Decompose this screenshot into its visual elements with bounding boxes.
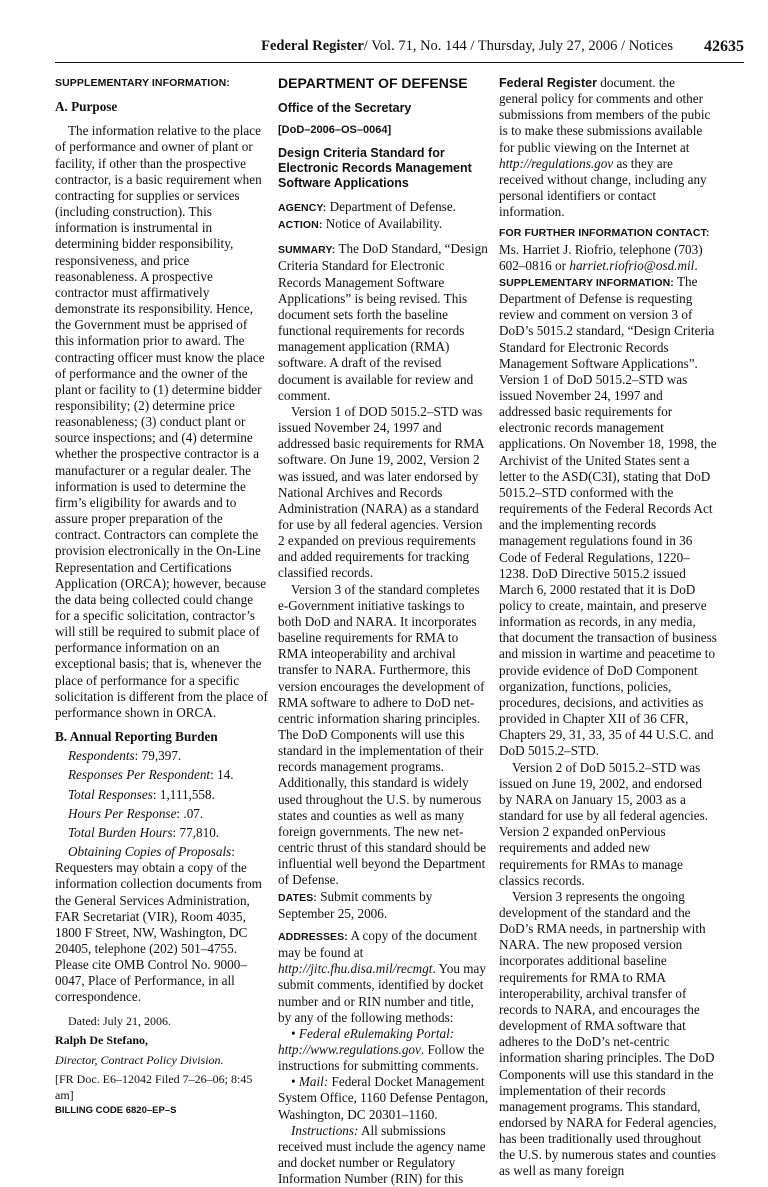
purpose-paragraph: The information relative to the place of performance and owner of plant or facility, if other than the prospective contractor, is a basic requirement when contracting for supplies or services (including construction). This information is instrumental in determining bidder responsibility, responsiveness, and price reasonableness. A prospective contractor must affirmatively demonstrate its responsibility. Hence, the Government must be apprised of this information prior to award. The contracting officer must know the place of performance and the owner of the plant or facility to (1) determine bidder responsibility; (2) determine price reasonableness; (3) conduct plant or source inspections; and (4) determine whether the prospective contractor is a manufacturer or a regular dealer. The information is used to determine the firm’s eligibility for awards and to assure proper preparation of the contract. Contractors can complete the provision electronically in the On-Line Representation and Certifications Application (ORCA); however, because the data being collected could change for a specific solicitation, contractor’s will still be required to submit place of performance information on an exceptional basis; that is, whenever the place of performance for a specific solicitation is different from the place of performance shown in ORCA. [55,123,268,720]
continued-paragraph: Federal Register document. the general policy for comments and other submissions from members of the pubic is to make these submissions available for public viewing on the Internet at http://regulations.gov as they are received without change, including any personal identifiers or contact information. [499,75,711,220]
contact-email-link[interactable]: harriet.riofrio@osd.mil [569,257,695,273]
stat-total-responses: Total Responses: 1,111,558. [68,786,215,802]
header-rule [55,62,744,63]
version3-summary-paragraph: Version 3 represents the ongoing development of the standard and the DoD’s RMA needs, in partnership with NARA. The new proposed version incorporates additional baseline requirements for RMA to RMA interoperability, archival transfer of records to NARA, and encourages the development of RMA software that adheres to the DoD’s net-centric information sharing principles. The DoD Components will use this standard in the implementation of their records management programs. This standard, endorsed by NARA for Federal agencies, has been traditionally used throughout the U.S. by numerous states and counties as well as many foreign [499,888,717,1179]
section-b-heading: B. Annual Reporting Burden [55,729,218,745]
section-a-heading: A. Purpose [55,99,118,115]
fr-doc-line: [FR Doc. E6–12042 Filed 7–26–06; 8:45 am] [55,1072,253,1102]
bullet-erulemaking: • Federal eRulemaking Portal: http://www.regulations.gov. Follow the instructions for submitting comments. [278,1025,485,1074]
version2-paragraph: Version 2 of DoD 5015.2–STD was issued on June 19, 2002, and endorsed by NARA on January 15, 2003 as a standard for use by all federal agencies. Version 2 expanded onPervious requirements and added new requirements for RMAs to manage classics records. [499,759,709,888]
stat-total-burden-hours: Total Burden Hours: 77,810. [68,824,220,840]
header-citation [261,38,673,55]
supp-info-paragraph: SUPPLEMENTARY INFORMATION: The Department of Defense is requesting review and comment on version 3 of DoD’s 5015.2 standard, “Design Criteria Standard for Electronic Records Management Software Applications”. Version 1 of DoD 5015.2–STD was issued November 24, 1997 and addressed basic requirements for electronic records management applications. On November 18, 1998, the Archivist of the United States sent a letter to the ASD(C3I), stating that DoD 5015.2–STD conformed with the requirements of the Federal Records Act and the implementing records management regulations found in 36 Code of Federal Regulations, 1220–1238. DoD Directive 5015.2 issued March 6, 2000 restated that it is DoD policy to create, maintain, and preserve information as records, in any media, that document the transaction of business and mission in wartime and peacetime to provide evidence of DoD Component organization, functions, policies, procedures, decisions, and activities as provided in Chapter XII of 36 CFR, Chapters 29, 31, 33, 35 of 44 U.S.C. and DoD 5015.2–STD. [499,273,717,759]
dated-line: Dated: July 21, 2006. [68,1013,171,1028]
addresses-url-link[interactable]: http://jitc.fhu.disa.mil/recmgt [278,961,433,977]
column-1 [55,75,268,1119]
column-2 [278,75,489,1187]
billing-code: BILLING CODE 6820–EP–S [55,1105,177,1117]
stat-hours-per-response: Hours Per Response: .07. [68,805,204,821]
action-line: ACTION: Notice of Availability. [278,216,443,232]
header-details: / Vol. 71, No. 144 / Thursday, July 27, 2006 / Notices [363,38,673,54]
stat-respondents: Respondents: 79,397. [68,748,182,764]
instructions-paragraph: Instructions: All submissions received must include the agency name and docket number or Regulatory Information Number (RIN) for this [278,1122,486,1187]
page-number: 42635 [704,38,744,55]
column-3 [499,75,717,1180]
addresses-paragraph: ADDRESSES: A copy of the document may be found at http://jitc.fhu.disa.mil/recmgt. You may submit comments, identified by docket number and or RIN number and title, by any of the following methods: [278,927,486,1025]
contact-paragraph: FOR FURTHER INFORMATION CONTACT: Ms. Harriet J. Riofrio, telephone (703) 602–0816 or harriet.riofrio@osd.mil. [499,227,710,273]
signer-name: Ralph De Stefano, [55,1033,149,1048]
agency-line: AGENCY: Department of Defense. [278,199,456,214]
obtaining-copies-paragraph: Obtaining Copies of Proposals: Requesters may obtain a copy of the information collection documents from the General Services Administration, FAR Secretariat (VIR), Room 4035, 1800 F Street, NW, Washington, DC 20405, telephone (202) 501–4755. Please cite OMB Control No. 9000–0047, Place of Performance, in all correspondence. [55,844,262,1005]
agency-heading: DEPARTMENT OF DEFENSE [278,75,468,91]
office-heading: Office of the Secretary [278,101,412,115]
regulations-url-link[interactable]: http://www.regulations.gov [278,1041,421,1057]
stat-responses-per-respondent: Responses Per Respondent: 14. [68,767,234,783]
bullet-mail: • Mail: Federal Docket Management System Office, 1160 Defense Pentagon, Washington, DC 20301–1160. [278,1074,489,1122]
dates-line: DATES: Submit comments by September 25, 2006. [278,888,433,921]
page-header [0,38,768,62]
docket-number: [DoD–2006–OS–0064] [278,124,392,136]
regulations-gov-link[interactable]: http://regulations.gov [499,155,614,171]
notice-title: Design Criteria Standard for Electronic Records Management Software Applications [278,146,472,190]
summary-paragraph: SUMMARY: The DoD Standard, “Design Criteria Standard for Electronic Records Management Software Applications” is being revised. This document sets forth the baseline functional requirements for records management application (RMA) software. A draft of the revised document is available for review and comment. [278,241,488,403]
version1-paragraph: Version 1 of DOD 5015.2–STD was issued November 24, 1997 and addressed basic requirements for RMA software. On June 19, 2002, Version 2 was issued, and was later endorsed by National Archives and Records Administration (NARA) as a standard for use by all federal agencies. Version 2 expanded on previous requirements and added requirements for tracking classified records. [278,403,484,581]
supp-info-label: SUPPLEMENTARY INFORMATION: [55,77,230,89]
header-publication: Federal Register [261,38,364,54]
version3-paragraph: Version 3 of the standard completes e-Government initiative taskings to both DoD and NARA. It incorporates baseline requirements for RMA to RMA inteoperability and archival transfer to NARA. Furthermore, this version encourages the development of RMA software to adhere to DoD net-centric information sharing principles. The DoD Components will use this standard in the implementation of their records management programs. Additionally, this standard is widely used throughout the U.S. by numerous states and counties as well as many foreign governments. The new net-centric thrust of this standard should be influential well beyond the Department of Defense. [278,581,487,888]
signer-title: Director, Contract Policy Division. [55,1052,224,1067]
